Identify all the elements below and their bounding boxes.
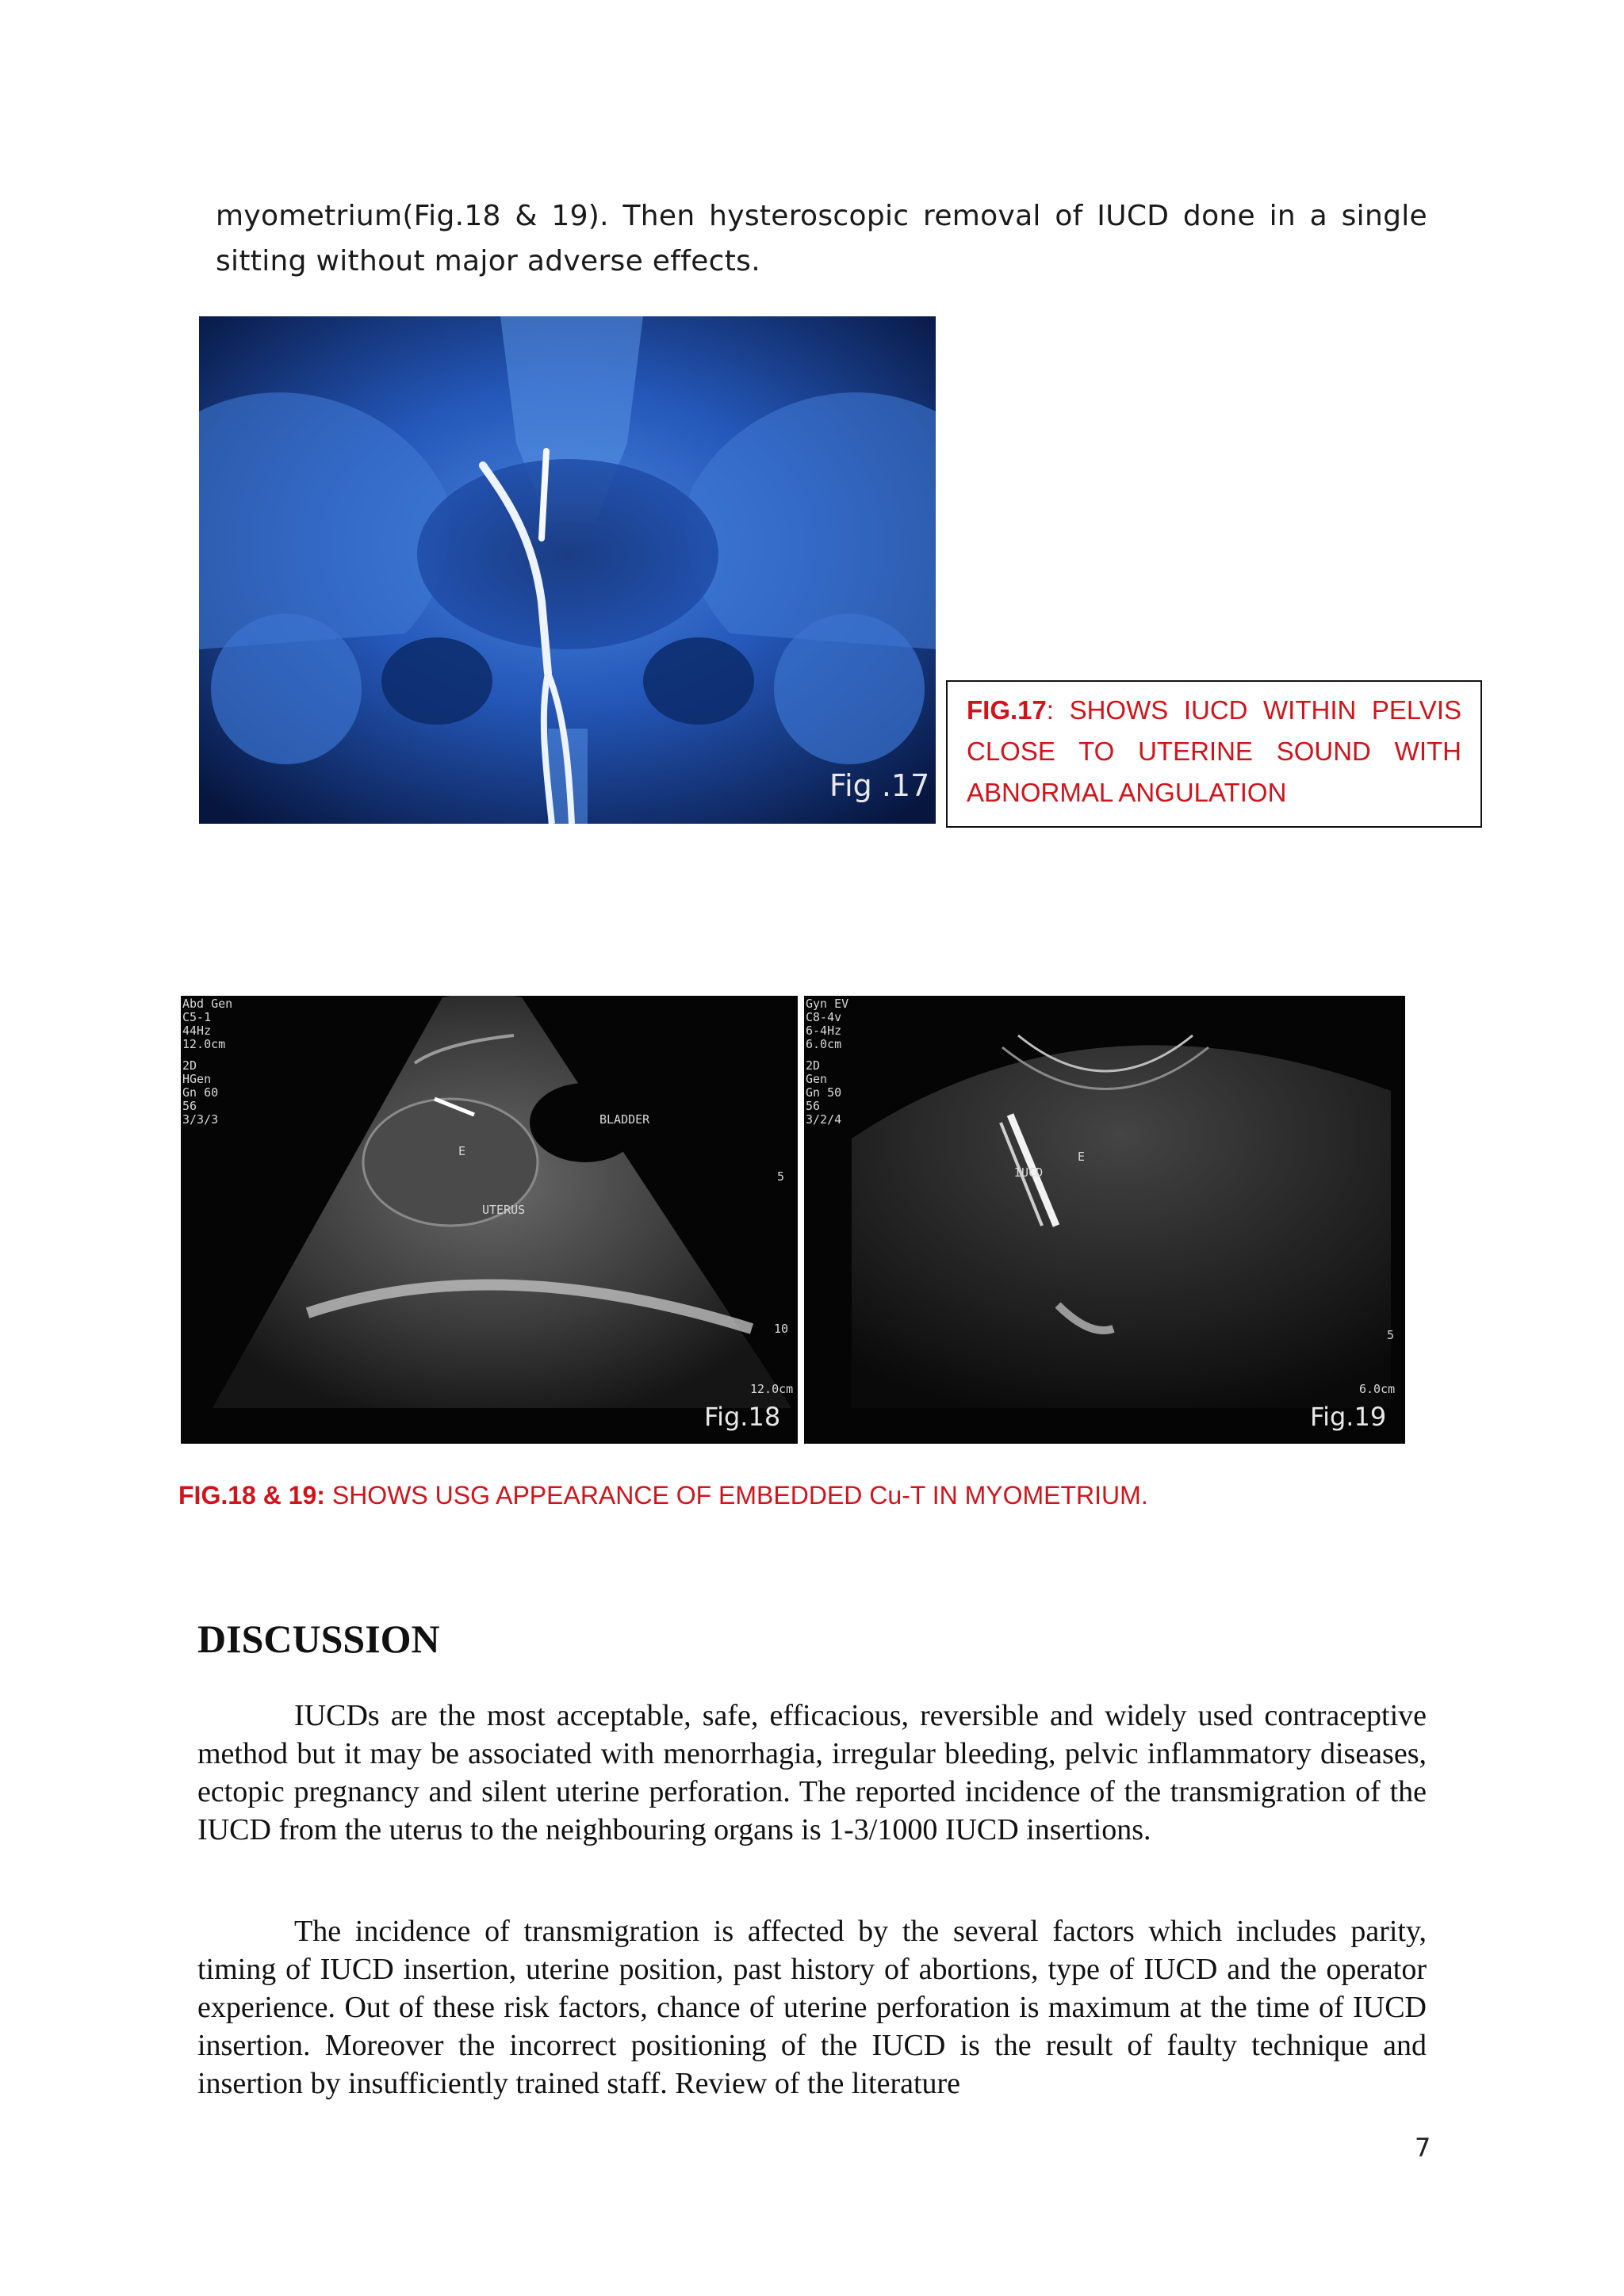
setting-line: 44Hz <box>182 1024 212 1038</box>
discussion-paragraph-2: The incidence of transmigration is affected by the several factors which includes parity, timing of IUCD insertion, uterine position, past history of abortions, type of IUCD and the operator experience. Out of these risk factors, chance of uterine perforation is maximum at the time of IUCD insertion. Moreover the incorrect positioning of the IUCD is the result of faulty technique and insertion by insufficiently trained staff. Review of the literature <box>197 1915 1427 2100</box>
fig18-19-caption-bold: FIG.18 & 19: <box>178 1481 325 1510</box>
fig17-image-label: Fig .17 <box>829 768 930 803</box>
fig18-ultrasound-image <box>181 996 798 1444</box>
depth-label: 12.0cm <box>750 1382 794 1396</box>
setting-line: 6.0cm <box>806 1037 842 1051</box>
setting-line: HGen <box>182 1072 212 1086</box>
depth-label: 6.0cm <box>1359 1382 1396 1396</box>
endometrium-label: E <box>1078 1150 1086 1164</box>
fig19-settings <box>806 997 848 1127</box>
fig19-image-label: Fig.19 <box>1310 1402 1387 1432</box>
setting-line: 6-4Hz <box>806 1024 842 1038</box>
setting-line: Gn 50 <box>806 1085 842 1100</box>
setting-line: Gen <box>806 1072 828 1086</box>
setting-line: 56 <box>806 1099 821 1113</box>
body-paragraph-top: myometrium(Fig.18 & 19). Then hysteroscopic removal of IUCD done in a single sitting without major adverse effects. <box>216 200 1427 277</box>
scale-mark: 10 <box>774 1322 789 1336</box>
ultrasound-18-illustration <box>181 996 798 1444</box>
fig17-caption-bold: FIG.17 <box>967 695 1047 725</box>
setting-line: 2D <box>182 1058 197 1073</box>
setting-line: Gn 60 <box>182 1085 219 1100</box>
bladder-label: BLADDER <box>599 1112 650 1127</box>
fig18-image-label: Fig.18 <box>704 1402 781 1432</box>
xray-illustration <box>199 316 936 824</box>
page-number: 7 <box>1415 2133 1431 2163</box>
setting-line: Gyn EV <box>806 997 849 1011</box>
iucd-label: IUCD <box>1014 1165 1044 1180</box>
discussion-paragraph-1: IUCDs are the most acceptable, safe, efficacious, reversible and widely used contraceptive method but it may be associated with menorrhagia, irregular bleeding, pelvic inflammatory diseases, ectopic pregnancy and silent uterine perforation. The reported incidence of the transmigration of the IUCD from the uterus to the neighbouring organs is 1-3/1000 IUCD insertions. <box>197 1699 1427 1846</box>
setting-line: C8-4v <box>806 1010 842 1024</box>
fig17-caption-text: : SHOWS IUCD WITHIN PELVIS CLOSE TO UTERINE SOUND WITH ABNORMAL ANGULATION <box>967 695 1461 807</box>
setting-line: 3/2/4 <box>806 1112 842 1127</box>
setting-line: 3/3/3 <box>182 1112 219 1127</box>
fig17-xray-image <box>199 316 936 824</box>
discussion-heading: DISCUSSION <box>197 1617 440 1661</box>
setting-line: 12.0cm <box>182 1037 226 1051</box>
setting-line: 2D <box>806 1058 821 1073</box>
setting-line: 56 <box>182 1099 197 1113</box>
fig17-caption <box>946 680 1482 828</box>
endometrium-label: E <box>458 1144 466 1158</box>
scale-mark: 5 <box>1387 1328 1395 1342</box>
ultrasound-19-illustration <box>804 996 1405 1444</box>
scale-mark: 5 <box>777 1169 785 1184</box>
fig18-19-caption <box>178 1481 1148 1510</box>
fig18-settings <box>182 997 232 1127</box>
setting-line: C5-1 <box>182 1010 212 1024</box>
uterus-label: UTERUS <box>482 1203 526 1217</box>
fig19-ultrasound-image <box>804 996 1405 1444</box>
setting-line: Abd Gen <box>182 997 233 1011</box>
fig18-19-caption-text: SHOWS USG APPEARANCE OF EMBEDDED Cu-T IN MYOMETRIUM. <box>324 1481 1148 1510</box>
